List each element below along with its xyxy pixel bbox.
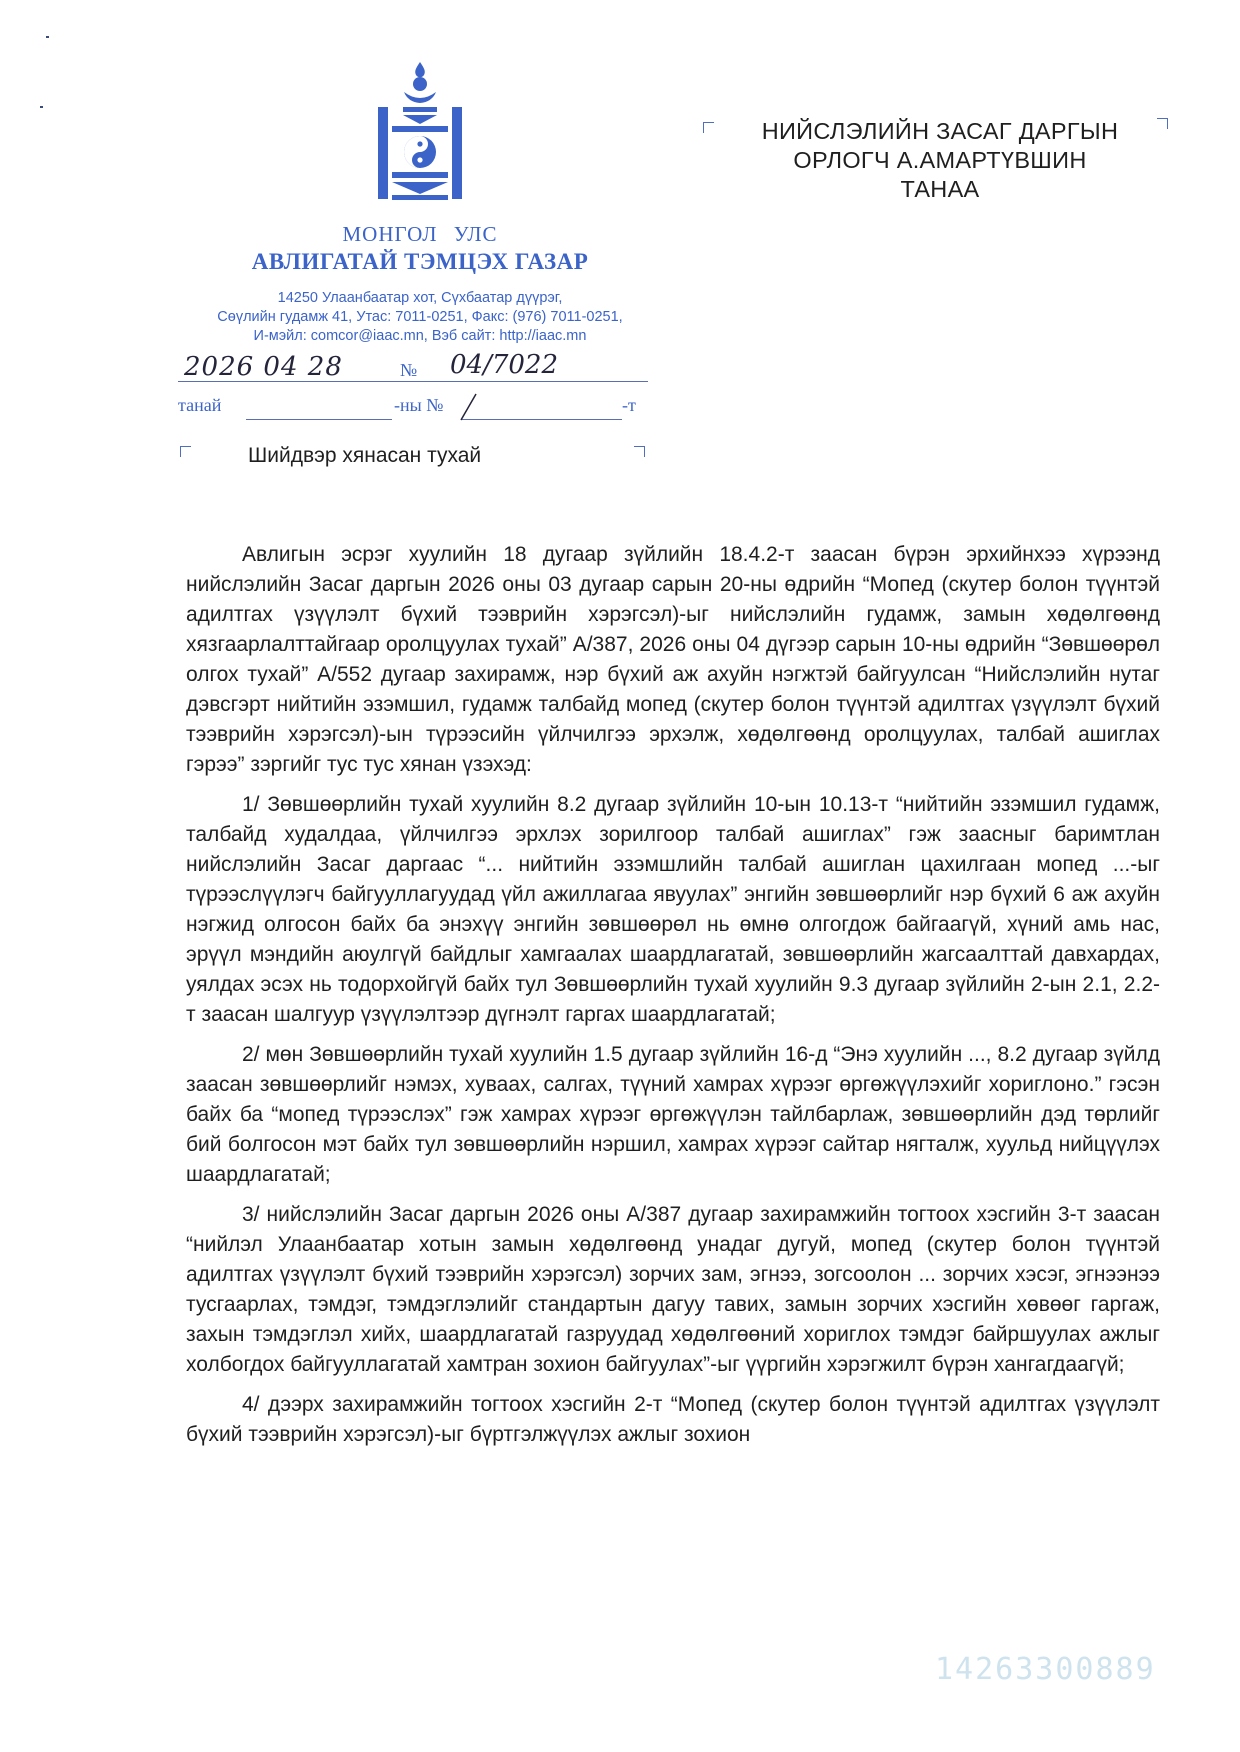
body-paragraph: 3/ нийслэлийн Засаг даргын 2026 оны А/387 дугаар захирамжийн тогтоох хэсгийн 3-т заасан “нийлэл Улаанбаатар хотын замын хөдөлгөөнд унадаг дугуй, мопед (скутер болон түүнтэй адилтгах үзүүлэлт бүхий тээврийн хэрэгсэл) зорчих зам, эгнээ, зогсоолон ... зорчих хэсэг, эгнээнээ тусгаарлах, тэмдэг, тэмдэглэлийг стандартын дагуу тавих, замын зорчих хэсгийн хөвөөг гаргаж, захын тэмдэглэл хийх, шаардлагатай газруудад хөдөлгөөний хориглох тэмдэг байршуулах ажлыг холбогдох байгууллагатай хамтран зохион байгуулах”-ыг үүргийн хэрэгжилт бүрэн хангагдаагүй;	[186, 1203, 1160, 1376]
reference-number-blank	[462, 418, 622, 420]
addressee-block	[700, 117, 1180, 204]
contact-line: И-мэйл: comcor@iaac.mn, Вэб сайт: http://iaac.mn	[253, 328, 587, 344]
org-country: МОНГОЛ УЛС	[342, 222, 498, 246]
addressee-line: НИЙСЛЭЛИЙН ЗАСАГ ДАРГЫН	[761, 118, 1119, 144]
scan-speck	[40, 106, 43, 108]
handwritten-date: 2026 04 28	[184, 352, 343, 382]
scan-speck	[46, 36, 49, 38]
contact-line: 14250 Улаанбаатар хот, Сүхбаатар дүүрэг,	[277, 290, 563, 306]
serial-stamp-number: 14263300889	[935, 1652, 1156, 1687]
registration-line	[178, 380, 648, 382]
org-name: АВЛИГАТАЙ ТЭМЦЭХ ГАЗАР	[251, 249, 589, 274]
subject-line: Шийдвэр хянасан тухай	[248, 444, 482, 467]
soyombo-emblem-icon	[370, 58, 470, 208]
org-contact	[130, 289, 710, 346]
letter-body	[186, 540, 1160, 1460]
corner-mark	[634, 446, 645, 457]
body-paragraph: Авлигын эсрэг хуулийн 18 дугаар зүйлийн 18.4.2-т заасан бүрэн эрхийнхээ хүрээнд нийслэлийн Засаг даргын 2026 оны 03 дугаар сарын 20-ны өдрийн “Мопед (скутер болон түүнтэй адилтгах үзүүлэлт бүхий тээврийн хэрэгсэл)-ыг нийслэлийн гудамж, замын хөдөлгөөнд хязгаарлалттайгаар оролцуулах тухай” А/387, 2026 оны 04 дүгээр сарын 10-ны өдрийн “Зөвшөөрөл олгох тухай” А/552 дугаар захирамж, нэр бүхий аж ахуйн нэгжтэй байгуулсан “Нийслэлийн нутаг дэвсгэрт нийтийн эзэмшил, гудамж талбайд мопед (скутер болон түүнтэй адилтгах үзүүлэлт бүхий тээврийн хэрэгсэл)-ын түрээсийн үйлчилгээ эрхэлж, хөдөлгөөнд оролцуулах, талбай ашиглах гэрээ” зэргийг тус тус хянан үзэхэд:	[186, 543, 1160, 776]
reference-suffix: -т	[622, 395, 636, 415]
reference-middle: -ны №	[394, 395, 444, 415]
addressee-line: ОРЛОГЧ А.АМАРТҮВШИН	[793, 147, 1087, 173]
reference-prefix: танай	[178, 395, 222, 415]
body-paragraph: 1/ Зөвшөөрлийн тухай хуулийн 8.2 дугаар зүйлийн 10-ын 10.13-т “нийтийн эзэмшил гудамж, талбайд худалдаа, үйлчилгээ эрхлэх зорилгоор талбай ашиглах” гэж заасныг баримтлан нийслэлийн Засаг даргаас “... нийтийн эзэмшлийн талбай ашиглан цахилгаан мопед ...-ыг түрээслүүлэгч байгууллагуудад үйл ажиллагаа явуулах” энгийн зөвшөөрлийг нэр бүхий 6 аж ахуйн нэгжид олгосон байх ба энэхүү энгийн зөвшөөрөл нь өмнө олгогдож байгаагүй, хүний амь нас, эрүүл мэндийн аюулгүй байдлыг хамгаалах шаардлагатай, зөвшөөрлийн жагсаалттай давхардах, уялдах эсэх нь тодорхойгүй байх тул Зөвшөөрлийн тухай хуулийн 9.3 дугаар зүйлийн 2-ын 2.1, 2.2-т заасан шалгуур үзүүлэлтээр дүгнэлт гаргах шаардлагатай;	[186, 793, 1160, 1026]
corner-mark	[180, 446, 191, 457]
handwritten-number: 04/7022	[450, 350, 559, 380]
body-paragraph: 4/ дээрх захирамжийн тогтоох хэсгийн 2-т “Мопед (скутер болон түүнтэй адилтгах үзүүлэлт бүхий тээврийн хэрэгсэл)-ыг бүртгэлжүүлэх ажлыг зохион	[186, 1393, 1160, 1446]
number-label: №	[400, 360, 418, 380]
body-paragraph: 2/ мөн Зөвшөөрлийн тухай хуулийн 1.5 дугаар зүйлийн 16-д “Энэ хуулийн ..., 8.2 дугаар зүйлд заасан зөвшөөрлийг нэмэх, хуваах, салгах, түүний хамрах хүрээг өргөжүүлэхийг хориглоно.” гэсэн байх ба “мопед түрээслэх” гэж хамрах хүрээг өргөжүүлэн тайлбарлаж, зөвшөөрлийн дэд төрлийг бий болгосон мэт байх тул зөвшөөрлийн нэршил, хамрах хүрээг сайтар нягталж, хуульд нийцүүлэх шаардлагатай;	[186, 1043, 1160, 1186]
contact-line: Сөүлийн гудамж 41, Утас: 7011-0251, Факс: (976) 7011-0251,	[217, 309, 623, 325]
reference-blank	[246, 418, 392, 420]
addressee-line: ТАНАА	[900, 176, 980, 202]
reference-slash-mark	[458, 392, 478, 422]
